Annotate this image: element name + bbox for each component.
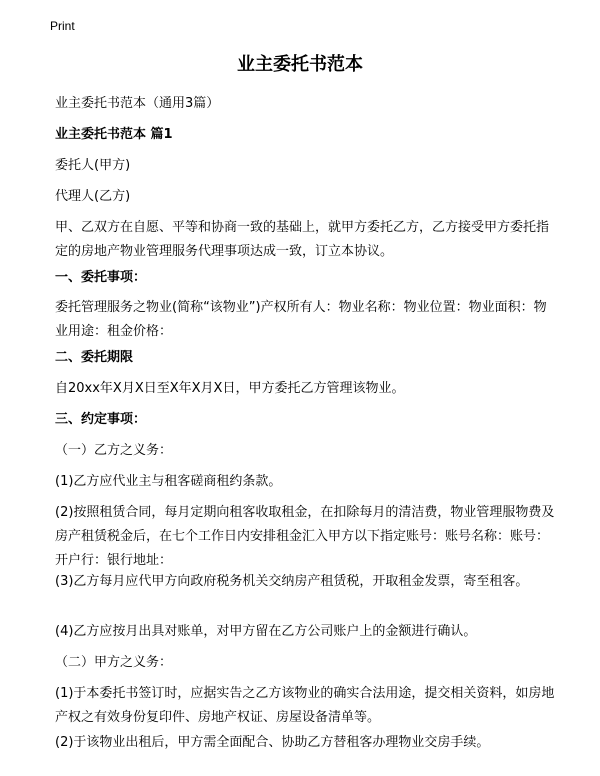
section-heading: 业主委托书范本 篇1 (55, 127, 173, 142)
list-item: (2)于该物业出租后，甲方需全面配合、协助乙方替租客办理物业交房手续。 (55, 735, 490, 750)
list-item: (1)于本委托书签订时，应据实告之乙方该物业的确实合法用途，提交相关资料，如房地产权之有效身份复印件、房地产权证、房屋设备清单等。 (55, 686, 555, 725)
sub-heading: （二）甲方之义务： (55, 655, 173, 670)
list-item: (3)乙方每月应代甲方向政府税务机关交纳房产租赁税，开取租金发票，寄至租客。 (55, 574, 529, 589)
list-item: (4)乙方应按月出具对账单，对甲方留在乙方公司账户上的金额进行确认。 (55, 624, 477, 639)
paragraph: 委托管理服务之物业(简称“该物业”)产权所有人：物业名称：物业位置：物业面积：物业用途：租金价格： (55, 300, 547, 339)
paragraph: 自20xx年X月X日至X年X月X日，甲方委托乙方管理该物业。 (55, 381, 405, 396)
clause-heading: 一、委托事项： (55, 270, 147, 285)
paragraph: 委托人(甲方) (55, 158, 131, 173)
paragraph: 甲、乙双方在自愿、平等和协商一致的基础上，就甲方委托乙方，乙方接受甲方委托指定的房地产物业管理服务代理事项达成一致，订立本协议。 (55, 220, 550, 259)
list-item: (2)按照租赁合同，每月定期向租客收取租金，在扣除每月的清洁费，物业管理服物费及房产租赁税金后，在七个工作日内安排租金汇入甲方以下指定账号：账号名称：账号：开户行：银行地址： (55, 505, 555, 568)
paragraph: 代理人(乙方) (55, 189, 131, 204)
clause-heading: 二、委托期限 (55, 350, 134, 365)
list-item: (1)乙方应代业主与租客磋商租约条款。 (55, 474, 282, 489)
print-link[interactable]: Print (50, 19, 75, 33)
sub-heading: （一）乙方之义务： (55, 443, 173, 458)
clause-heading: 三、约定事项： (55, 412, 147, 427)
document-title: 业主委托书范本 (237, 54, 363, 75)
document-subtitle: 业主委托书范本（通用3篇） (55, 96, 220, 111)
